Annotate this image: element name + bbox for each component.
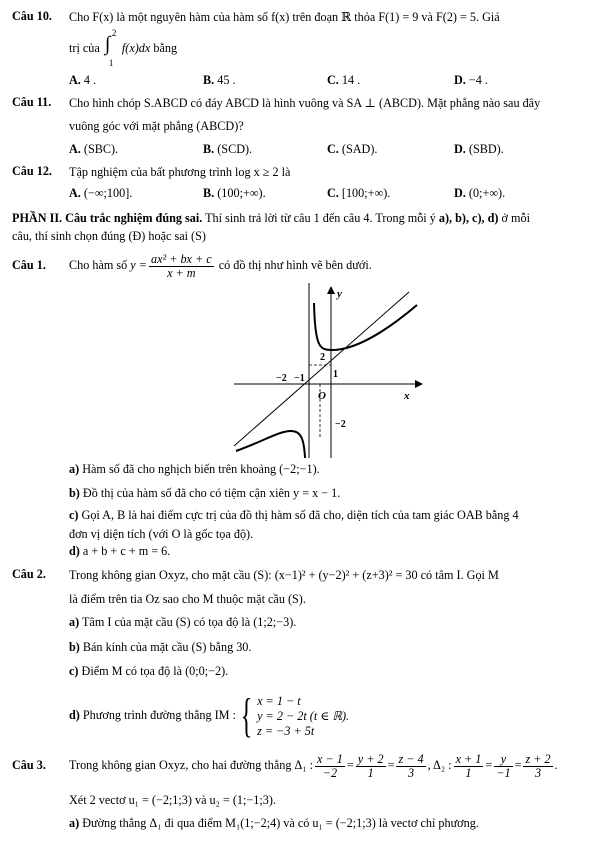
part-2-title: PHẦN II. Câu trắc nghiệm đúng sai. xyxy=(12,211,203,225)
statement-label: b) xyxy=(69,640,80,654)
question-stem: Trong không gian Oxyz, cho mặt cầu (S): (x−1)² + (y−2)² + (z+3)² = 30 có tâm I. Gọi M xyxy=(69,568,499,582)
part-2-desc-end: ở mỗi xyxy=(498,211,530,225)
tick-label-neg1: −1 xyxy=(294,373,305,384)
statement-label: a) xyxy=(69,615,80,629)
option-text: (SBD). xyxy=(468,142,504,156)
fraction-numerator: ax² + bx + c xyxy=(150,251,212,266)
tick-label-neg2-y: −2 xyxy=(335,419,346,430)
question-stem: Cho F(x) là một nguyên hàm của hàm số f(x) trên đoạn ℝ thỏa F(1) = 9 và F(2) = 5. Giá xyxy=(69,10,500,24)
option-letter: A. xyxy=(69,142,81,156)
option-letter: C. xyxy=(327,142,339,156)
question-label: Câu 11. xyxy=(12,95,52,109)
equation-line-2: y = 2 − 2t (t ∈ ℝ). xyxy=(257,708,350,723)
statement-text: Đường thẳng Δ₁ đi qua điểm M₁(1;−2;4) và có u₁ = (−2;1;3) là vectơ chỉ phương. xyxy=(82,816,479,830)
fraction xyxy=(494,753,512,780)
statement-text: Tâm I của mặt cầu (S) có tọa độ là (1;2;−3). xyxy=(81,615,297,629)
fraction xyxy=(523,753,552,780)
option-letter: D. xyxy=(454,186,466,200)
option-text: (SBC). xyxy=(83,142,119,156)
statement-c-line2: đơn vị diện tích (với O là gốc tọa độ). xyxy=(69,527,254,541)
question-stem xyxy=(69,248,372,282)
equation-line-1: x = 1 − t xyxy=(257,693,301,708)
statement-text: Hàm số đã cho nghịch biến trên khoảng (−2;−1). xyxy=(82,462,320,476)
part-2-line1 xyxy=(12,210,530,226)
option-text: 14 . xyxy=(341,73,361,87)
option-text: [100;+∞). xyxy=(341,186,391,200)
x-axis-arrow xyxy=(415,380,423,388)
fraction-denominator: 3 xyxy=(407,765,415,780)
question-label: Câu 10. xyxy=(12,9,52,23)
statement-text: Đồ thị của hàm số đã cho có tiệm cận xiên y = x − 1. xyxy=(82,486,341,500)
question-stem: Cho hình chóp S.ABCD có đáy ABCD là hình vuông và SA ⊥ (ABCD). Mặt phẳng nào sau đây xyxy=(69,96,541,110)
function-graph xyxy=(234,283,434,458)
option-letter: C. xyxy=(327,186,339,200)
tick-label-neg2: −2 xyxy=(276,373,287,384)
question-label: Câu 1. xyxy=(12,258,46,272)
fraction-denominator: −2 xyxy=(322,765,338,780)
fraction-numerator: y xyxy=(494,753,512,767)
question-label: Câu 3. xyxy=(12,758,46,772)
asymptote-slant xyxy=(234,292,409,446)
equals-sign: = xyxy=(485,758,493,772)
fraction-numerator: z − 4 xyxy=(398,751,424,766)
statement-text: a + b + c + m = 6. xyxy=(82,544,171,558)
fraction-numerator: z + 2 xyxy=(525,751,551,766)
curve-right-branch xyxy=(314,303,417,350)
statement-label: c) xyxy=(69,664,79,678)
statement-label: a) xyxy=(69,462,80,476)
statement-d xyxy=(69,543,170,559)
option-letter: D. xyxy=(454,73,466,87)
equation-line-3: z = −3 + 5t xyxy=(257,723,315,738)
option-a[interactable] xyxy=(69,73,96,88)
option-d[interactable] xyxy=(454,142,504,157)
stem-text: có đồ thị như hình vẽ bên dưới. xyxy=(218,258,372,272)
y-axis-arrow xyxy=(327,286,335,294)
fraction xyxy=(315,753,345,780)
part-2-line2: câu, thí sinh chọn đúng (Đ) hoặc sai (S) xyxy=(12,229,206,243)
option-text: 45 . xyxy=(217,73,236,87)
fraction-denominator: 1 xyxy=(367,765,374,780)
question-stem-line2: vuông góc với mặt phẳng (ABCD)? xyxy=(69,119,244,133)
option-c[interactable] xyxy=(327,73,360,88)
fraction-denominator: −1 xyxy=(496,765,511,780)
statement-label: d) xyxy=(69,544,80,558)
stem-text: Cho hàm số xyxy=(69,258,128,272)
statement-label: c) xyxy=(69,508,79,522)
option-a[interactable] xyxy=(69,186,132,201)
question-stem-line2: Xét 2 vectơ u₁ = (−2;1;3) và u₂ = (1;−1;3). xyxy=(69,793,276,807)
equation-system xyxy=(257,694,349,739)
question-stem-line2 xyxy=(69,28,178,69)
equals-sign: = xyxy=(387,758,395,772)
y-equals: y = xyxy=(130,258,147,272)
question-label: Câu 12. xyxy=(12,164,52,178)
question-stem-line2: là điểm trên tia Oz sao cho M thuộc mặt cầu (S). xyxy=(69,592,306,606)
option-c[interactable] xyxy=(327,186,390,201)
fraction-numerator: x − 1 xyxy=(317,751,343,766)
option-letter: A. xyxy=(69,186,81,200)
statement-label: b) xyxy=(69,486,80,500)
fraction-denominator: 3 xyxy=(535,765,542,780)
tick-label-2: 2 xyxy=(320,352,325,363)
option-text: (SCD). xyxy=(217,142,253,156)
stem-text: , Δ₂ : xyxy=(427,758,452,772)
option-a[interactable] xyxy=(69,142,118,157)
option-text: (SAD). xyxy=(341,142,378,156)
fraction-numerator: x + 1 xyxy=(455,751,482,766)
statement-b xyxy=(69,639,251,655)
option-letter: B. xyxy=(203,142,215,156)
y-axis-label: y xyxy=(337,288,342,300)
option-letter: A. xyxy=(69,73,81,87)
part-2-desc: Thí sinh trả lời từ câu 1 đến câu 4. Trong mỗi ý xyxy=(202,211,439,225)
question-stem xyxy=(69,748,558,782)
integrand: f(x)dx xyxy=(121,41,151,55)
statement-c xyxy=(69,507,519,523)
option-b[interactable] xyxy=(203,186,266,201)
integral-icon: ∫ xyxy=(104,33,111,56)
option-text: (−∞;100]. xyxy=(83,186,133,200)
statement-d xyxy=(69,689,350,742)
stem-text: bằng xyxy=(153,41,178,55)
function-fraction xyxy=(149,253,214,280)
option-letter: D. xyxy=(454,142,466,156)
integral-lower: 1 xyxy=(108,58,114,69)
option-text: −4 . xyxy=(468,73,488,87)
origin-label: O xyxy=(318,390,326,402)
option-d[interactable] xyxy=(454,186,505,201)
stem-text: Trong không gian Oxyz, cho hai đường thẳng Δ₁ : xyxy=(69,758,314,772)
tick-label-1: 1 xyxy=(333,369,338,380)
statement-label: a) xyxy=(69,816,80,830)
stem-text: trị của xyxy=(69,41,100,55)
x-axis-label: x xyxy=(404,390,410,402)
equals-sign: = xyxy=(514,758,522,772)
statement-a xyxy=(69,461,320,477)
question-stem: Tập nghiệm của bất phương trình log x ≥ 2 là xyxy=(69,165,291,179)
option-d[interactable] xyxy=(454,73,488,88)
fraction xyxy=(356,753,386,780)
fraction-denominator: 1 xyxy=(465,765,472,780)
integral-upper: 2 xyxy=(111,28,117,39)
part-2-desc-bold: a), b), c), d) xyxy=(438,211,499,225)
option-text: (0;+∞). xyxy=(468,186,506,200)
statement-b xyxy=(69,485,340,501)
option-b[interactable] xyxy=(203,73,236,88)
fraction-denominator: x + m xyxy=(167,265,196,280)
fraction xyxy=(396,753,425,780)
option-text: (100;+∞). xyxy=(217,186,266,200)
fraction-numerator: y + 2 xyxy=(357,751,384,766)
equals-sign: = xyxy=(346,758,354,772)
statement-c xyxy=(69,663,228,679)
statement-text: Bán kính của mặt cầu (S) bằng 30. xyxy=(82,640,252,654)
option-c[interactable] xyxy=(327,142,377,157)
integral-sign xyxy=(103,28,119,69)
option-letter: B. xyxy=(203,73,215,87)
question-label: Câu 2. xyxy=(12,567,46,581)
option-letter: B. xyxy=(203,186,215,200)
option-b[interactable] xyxy=(203,142,252,157)
statement-label: d) xyxy=(69,707,80,722)
fraction xyxy=(454,753,484,780)
option-text: 4 . xyxy=(83,73,97,87)
brace-icon: { xyxy=(240,689,253,742)
statement-a xyxy=(69,614,296,630)
statement-a xyxy=(69,815,479,831)
option-letter: C. xyxy=(327,73,339,87)
period: . xyxy=(554,758,558,772)
statement-text: Gọi A, B là hai điểm cực trị của đồ thị hàm số đã cho, diện tích của tam giác OAB bằng 4 xyxy=(81,508,519,522)
statement-text: Điểm M có tọa độ là (0;0;−2). xyxy=(81,664,229,678)
statement-text: Phương trình đường thẳng IM : xyxy=(82,707,236,722)
